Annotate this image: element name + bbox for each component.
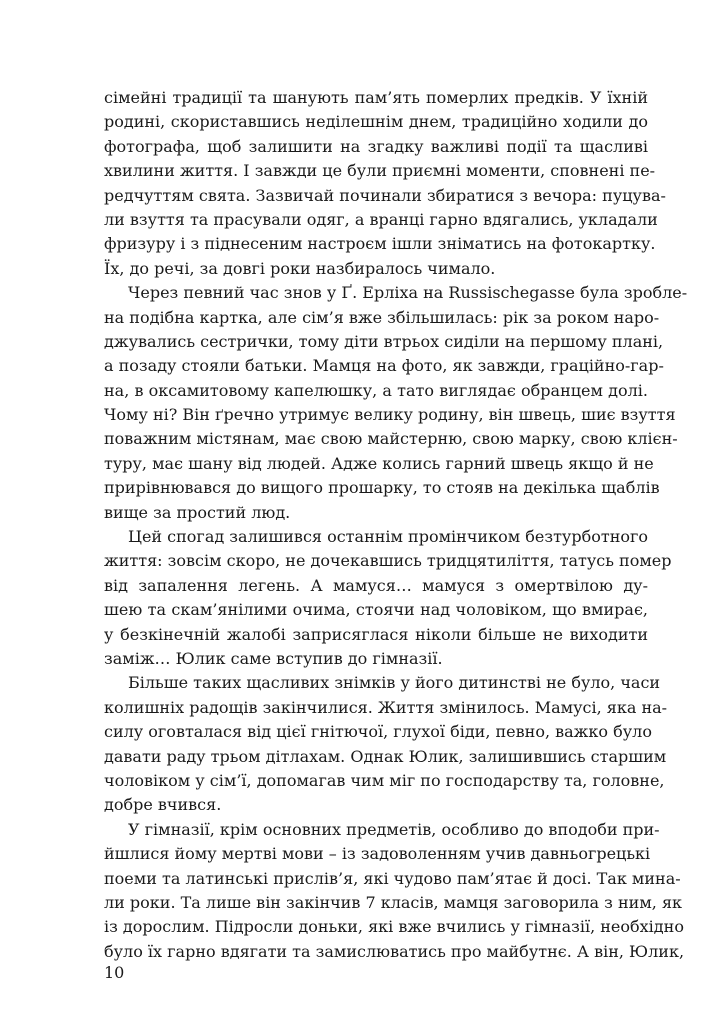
page-number: 10 — [104, 963, 125, 982]
text-line: Через певний час знов у Ґ. Ерліха на Russischegasse була зробле- — [128, 283, 688, 303]
text-line: заміж… Юлик саме вступив до гімназії. — [104, 648, 443, 668]
text-line: вище за простий люд. — [104, 502, 291, 522]
text-line: у безкінечній жалобі заприсяглася ніколи більше не виходити — [104, 624, 648, 644]
text-line: прирівнювався до вищого прошарку, то стояв на декілька щаблів — [104, 478, 660, 498]
text-line: йшлися йому мертві мови – із задоволенням учив давньогрецькі — [104, 844, 651, 864]
paragraph — [104, 281, 688, 525]
text-line: туру, має шану від людей. Адже колись гарний швець якщо й не — [104, 453, 654, 473]
paragraph — [104, 671, 668, 817]
body-text — [104, 86, 688, 964]
text-line: сімейні традиції та шанують пам’ять померлих предків. У їхній — [104, 88, 648, 107]
text-line: фотографа, щоб залишити на згадку важливі події та щасливі — [104, 136, 648, 156]
paragraph — [104, 86, 666, 281]
text-line: на подібна картка, але сім’я вже збільшилась: рік за роком наро- — [104, 307, 660, 327]
text-line: силу оговталася від цієї гнітючої, глухої біди, певно, важко було — [104, 722, 652, 742]
text-line: фризуру і з піднесеним настроєм ішли зніматись на фотокартку. — [104, 234, 656, 254]
text-line: шею та скам’янілими очима, стоячи над чоловіком, що вмирає, — [104, 600, 648, 620]
text-line: ли взуття та прасували одяг, а вранці гарно вдягались, укладали — [104, 209, 658, 229]
text-line: родині, скориставшись неділешнім днем, традиційно ходили до — [104, 112, 648, 132]
text-line: а позаду стояли батьки. Мамця на фото, як завжди, граційно-гар- — [104, 356, 664, 376]
text-line: Їх, до речі, за довгі роки назбиралось чимало. — [104, 258, 496, 278]
text-line: Чому ні? Він ґречно утримує велику родину, він швець, шиє взуття — [104, 405, 676, 425]
text-line: чоловіком у сім’ї, допомагав чим міг по господарству та, головне, — [104, 770, 665, 790]
text-line: редчуттям свята. Зазвичай починали збиратися з вечора: пуцува- — [104, 185, 666, 205]
text-line: на, в оксамитовому капелюшку, а тато виглядає обранцем долі. — [104, 380, 648, 400]
text-line: добре вчився. — [104, 795, 222, 815]
text-line: Цей спогад залишився останнім промінчиком безтурботного — [128, 527, 648, 547]
text-line: колишніх радощів закінчилися. Життя змінилось. Мамусі, яка на- — [104, 697, 668, 717]
text-line: Більше таких щасливих знімків у його дитинстві не було, часи — [128, 673, 661, 693]
text-line: ли роки. Та лише він закінчив 7 класів, мамця заговорила з ним, як — [104, 892, 683, 912]
text-line: давати раду трьом дітлахам. Однак Юлик, залишившись старшим — [104, 746, 667, 766]
text-line: У гімназії, крім основних предметів, особливо до вподоби при- — [128, 819, 660, 839]
text-line: життя: зовсім скоро, не дочекавшись тридцятиліття, татусь помер — [104, 551, 672, 571]
text-line: від запалення легень. А мамуся… мамуся з омертвілою ду- — [104, 575, 648, 595]
text-line: було їх гарно вдягати та замислюватись про майбутнє. А він, Юлик, — [104, 941, 685, 961]
text-line: хвилини життя. І завжди це були приємні моменти, сповнені пе- — [104, 161, 656, 181]
paragraph — [104, 818, 685, 964]
paragraph — [104, 525, 672, 671]
text-line: поважним містянам, має свою майстерню, свою марку, свою клієн- — [104, 429, 678, 449]
text-line: поеми та латинські прислів’я, які чудово пам’ятає й досі. Так мина- — [104, 868, 681, 888]
text-line: джувались сестрички, тому діти втрьох сиділи на першому плані, — [104, 331, 664, 351]
text-line: із дорослим. Підросли доньки, які вже вчились у гімназії, необхідно — [104, 917, 684, 937]
